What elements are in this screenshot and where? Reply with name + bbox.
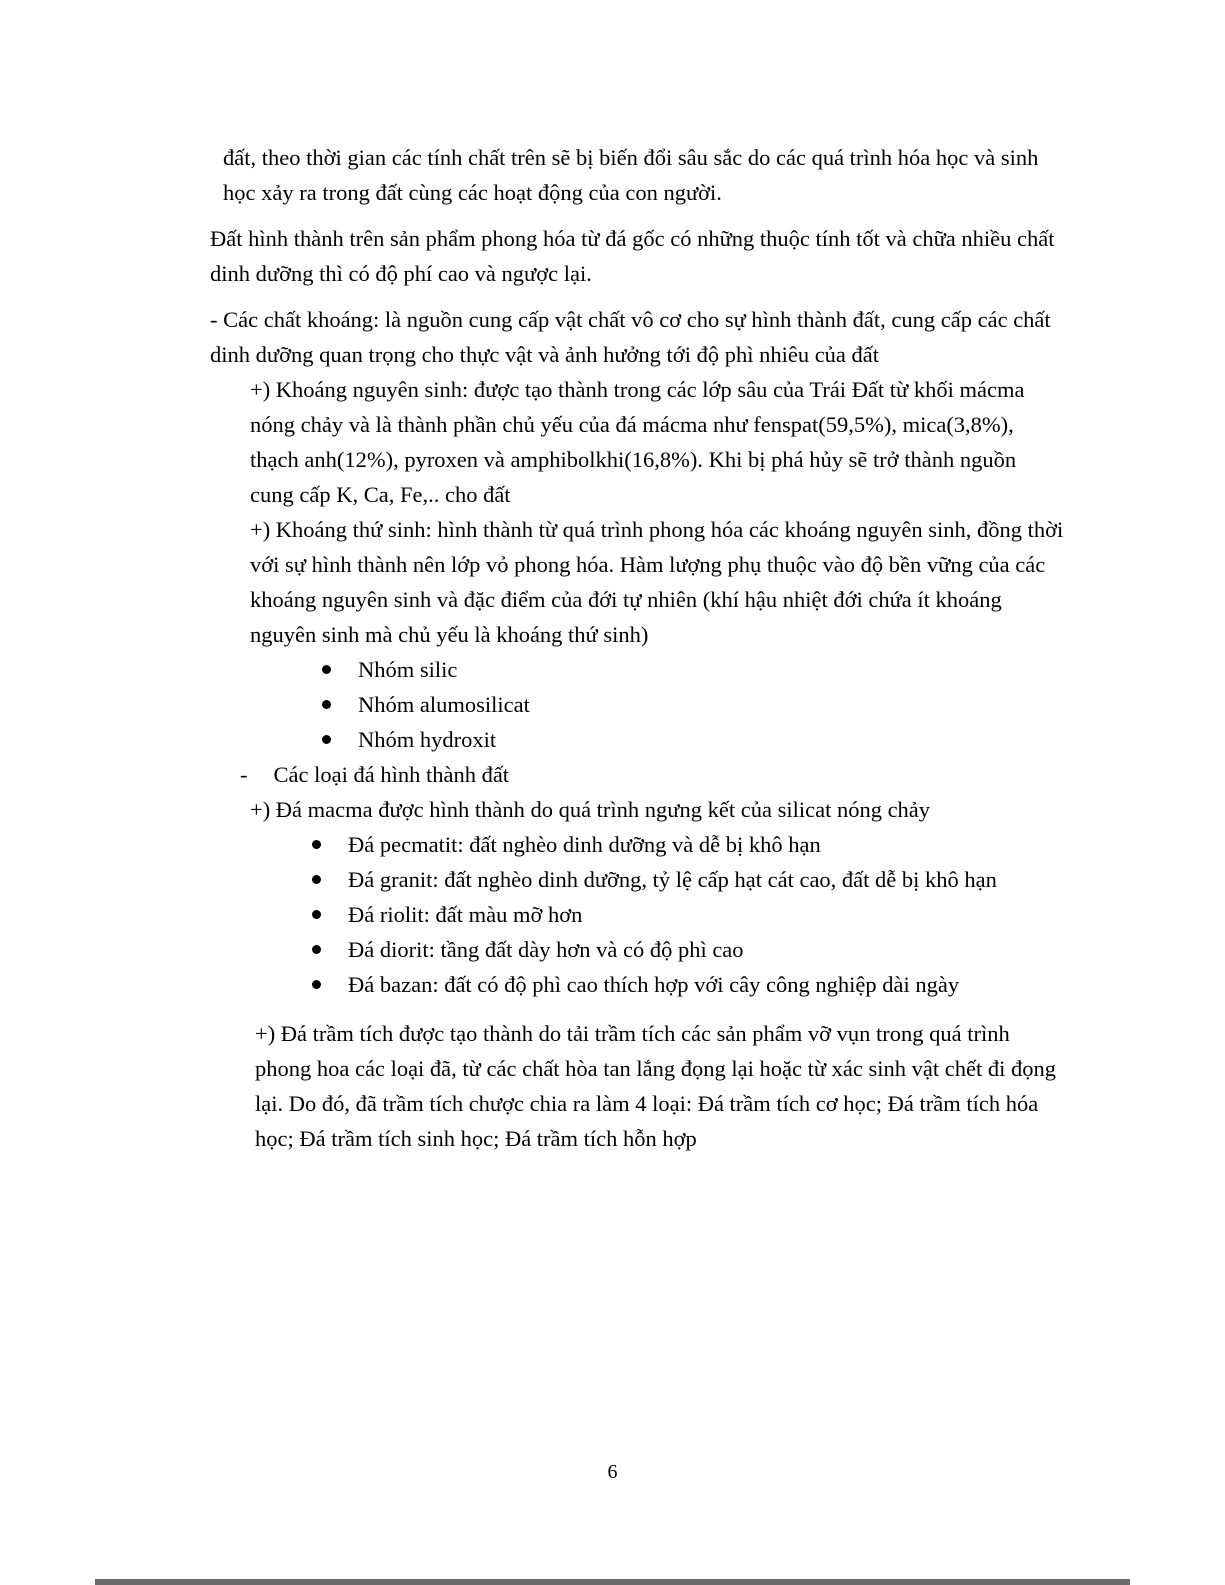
bullet-icon — [322, 700, 331, 709]
paragraph-sedimentary: +) Đá trầm tích được tạo thành do tải trầm tích các sản phẩm vỡ vụn trong quá trình phong hoa các loại đã, từ các chất hòa tan lắng đọng lại hoặc từ xác sinh vật chết đi đọng lại. Do đó, đã trầm tích chược chia ra làm 4 loại: Đá trầm tích cơ học; Đá trầm tích hóa học; Đá trầm tích sinh học; Đá trầm tích hỗn hợp — [255, 1021, 1056, 1151]
paragraph-intro: đất, theo thời gian các tính chất trên sẽ bị biến đổi sâu sắc do các quá trình hóa học và sinh học xảy ra trong đất cùng các hoạt động của con người. — [223, 145, 1039, 205]
rock-type-list — [210, 827, 1065, 1002]
document-content — [210, 140, 1065, 1156]
rock-types-heading-label: Các loại đá hình thành đất — [273, 762, 510, 787]
list-item-label: Nhóm alumosilicat — [358, 692, 530, 717]
bullet-icon — [312, 840, 321, 849]
bullet-icon — [312, 910, 321, 919]
paragraph-soil-formation: Đất hình thành trên sản phẩm phong hóa từ đá gốc có những thuộc tính tốt và chữa nhiều chất dinh dưỡng thì có độ phí cao và ngược lại. — [210, 226, 1055, 286]
list-item-label: Đá granit: đất nghèo dinh dưỡng, tỷ lệ cấp hạt cát cao, đất dễ bị khô hạn — [348, 867, 997, 892]
list-item-label: Nhóm hydroxit — [358, 727, 497, 752]
paragraph-secondary-minerals: +) Khoáng thứ sinh: hình thành từ quá trình phong hóa các khoáng nguyên sinh, đồng thời với sự hình thành nên lớp vỏ phong hóa. Hàm lượng phụ thuộc vào độ bền vững của các khoáng nguyên sinh và đặc điểm của đới tự nhiên (khí hậu nhiệt đới chứa ít khoáng nguyên sinh mà chủ yếu là khoáng thứ sinh) — [250, 517, 1064, 647]
list-item — [210, 722, 1065, 757]
dash-icon: - — [240, 762, 248, 787]
list-item — [210, 967, 1065, 1002]
bullet-icon — [322, 735, 331, 744]
list-item-label: Đá diorit: tầng đất dày hơn và có độ phì cao — [348, 937, 744, 962]
bullet-icon — [312, 945, 321, 954]
page-separator — [95, 1579, 1130, 1585]
rock-types-heading — [210, 757, 1065, 792]
list-item-label: Đá riolit: đất màu mỡ hơn — [348, 902, 583, 927]
list-item — [210, 897, 1065, 932]
list-item-label: Đá pecmatit: đất nghèo dinh dưỡng và dễ bị khô hạn — [348, 832, 821, 857]
paragraph-minerals: - Các chất khoáng: là nguồn cung cấp vật chất vô cơ cho sự hình thành đất, cung cấp các chất dinh dưỡng quan trọng cho thực vật và ảnh hưởng tới độ phì nhiêu của đất — [210, 307, 1051, 367]
list-item — [210, 932, 1065, 967]
bullet-icon — [312, 980, 321, 989]
list-item — [210, 687, 1065, 722]
page-number: 6 — [607, 1461, 618, 1483]
paragraph-primary-minerals: +) Khoáng nguyên sinh: được tạo thành trong các lớp sâu của Trái Đất từ khối mácma nóng chảy và là thành phần chủ yếu của đá mácma như fenspat(59,5%), mica(3,8%), thạch anh(12%), pyroxen và amphibolkhi(16,8%). Khi bị phá hủy sẽ trở thành nguồn cung cấp K, Ca, Fe,.. cho đất — [250, 377, 1025, 507]
list-item — [210, 827, 1065, 862]
paragraph-macma: +) Đá macma được hình thành do quá trình ngưng kết của silicat nóng chảy — [250, 797, 931, 822]
bullet-icon — [322, 665, 331, 674]
list-item-label: Đá bazan: đất có độ phì cao thích hợp với cây công nghiệp dài ngày — [348, 972, 960, 997]
mineral-group-list — [210, 652, 1065, 757]
list-item — [210, 652, 1065, 687]
bullet-icon — [312, 875, 321, 884]
list-item — [210, 862, 1065, 897]
list-item-label: Nhóm silic — [358, 657, 458, 682]
